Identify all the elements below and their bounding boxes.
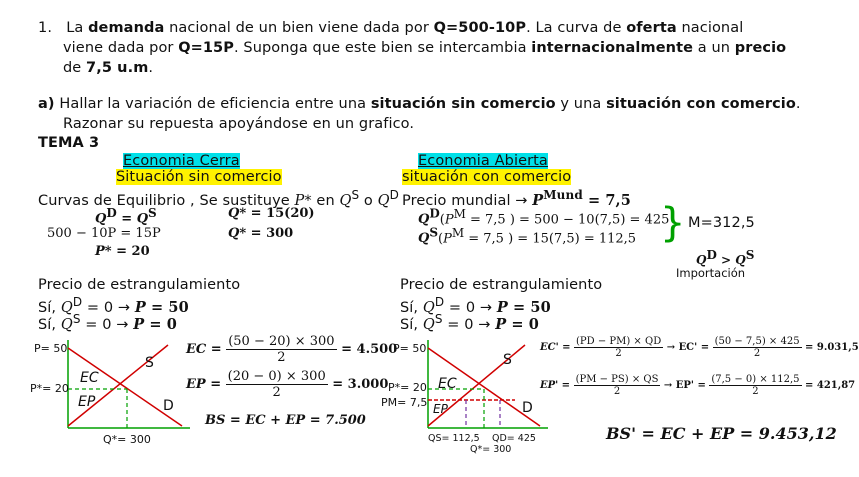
text: Precio mundial → — [402, 192, 533, 209]
open-choke-title: Precio de estrangulamiento — [400, 277, 603, 293]
text: → EP' = — [663, 380, 706, 391]
text: . La curva de — [526, 20, 627, 36]
part-a-line-2: Razonar su repuesta apoyándose en un grafico. — [63, 116, 415, 132]
ec-prime-numerator-values: (50 − 7,5) × 425 — [714, 336, 800, 347]
open-bs: BS' = EC + EP = 9.453,12 — [606, 424, 837, 443]
ep-prime-denominator-values: 2 — [752, 386, 759, 397]
open-qd-line: $Q^D(P^M = 7,5$ ) = 500 − 10(7,5) = 425 — [418, 207, 670, 228]
text: Hallar la variación de eficiencia entre una — [54, 96, 371, 112]
open-title-text: Economia Abierta — [418, 153, 548, 169]
ep-prime-numerator-values: (7,5 − 0) × 112,5 — [711, 374, 800, 385]
open-s-label: S — [503, 352, 512, 368]
open-pm-label: PM= 7,5 — [381, 396, 428, 409]
keyword: precio — [734, 40, 787, 56]
open-choke-1: Sí, $Q^D = 0 \to P = 50$ — [400, 295, 551, 316]
keyword: situación sin comercio — [370, 96, 556, 112]
closed-demand-line — [68, 348, 182, 426]
text: → EC' = — [666, 342, 710, 353]
closed-choke-1: Sí, $Q^D = 0 \to P = 50$ — [38, 295, 189, 316]
closed-eq3: P* = 20 — [95, 244, 150, 259]
open-qstar-label: Q*= 300 — [470, 444, 512, 455]
closed-s-label: S — [145, 355, 154, 371]
ep-numerator: (20 − 0) × 300 — [227, 369, 326, 384]
text: . Suponga que este bien se intercambia — [233, 40, 532, 56]
keyword: situación con comercio — [606, 96, 796, 112]
ec-value: = 4.500 — [341, 342, 398, 357]
text: = 500 − 10(7,5) = 425 — [519, 212, 670, 228]
text: . — [795, 96, 801, 112]
text: Curvas de Equilibrio , Se sustituye — [38, 192, 295, 209]
ec-prime-denominator-values: 2 — [753, 348, 761, 359]
open-subtitle-text: situación con comercio — [402, 169, 572, 185]
ec-prime-denominator: 2 — [615, 348, 622, 359]
closed-eq4: Q* = 15(20) — [228, 206, 315, 221]
text: = 15(7,5) = 112,5 — [517, 231, 637, 247]
text: La — [66, 20, 89, 36]
ec-numerator: (50 − 20) × 300 — [228, 334, 335, 349]
keyword: 7,5 u.m — [86, 60, 149, 76]
closed-subtitle-text: Situación sin comercio — [116, 169, 282, 185]
problem-number: 1. — [38, 20, 53, 36]
text: nacional de un bien viene dada por — [164, 20, 434, 36]
tema-heading: TEMA 3 — [38, 135, 100, 151]
text: nacional — [676, 20, 744, 36]
keyword: internacionalmente — [531, 40, 694, 56]
text: Mund — [543, 188, 583, 202]
open-qd-gt-qs: $Q^D > Q^S$ — [696, 248, 755, 267]
closed-d-label: D — [163, 398, 174, 414]
open-p20-label: P*= 20 — [388, 381, 427, 394]
closed-title-text: Economia Cerra — [123, 153, 240, 169]
closed-choke-title: Precio de estrangulamiento — [38, 277, 241, 293]
keyword: demanda — [88, 20, 165, 36]
text: . — [148, 60, 154, 76]
open-ep-label: EP — [433, 402, 448, 416]
closed-ep-label: EP — [78, 394, 96, 410]
ec-denominator: 2 — [277, 350, 286, 365]
part-label: a) — [38, 96, 55, 112]
ep-label: EP = — [186, 377, 222, 392]
open-d-label: D — [522, 400, 533, 416]
text: y una — [555, 96, 607, 112]
open-qs-line: $Q^S(P^M = 7,5$ ) = 15(7,5) = 112,5 — [418, 226, 637, 247]
open-ec-label: EC — [438, 376, 457, 392]
ec-prime-numerator: (PD − PM) × QD — [576, 336, 662, 347]
closed-bs: BS = EC + EP = 7.500 — [205, 413, 366, 428]
open-choke-2: Sí, $Q^S = 0 \to P = 0$ — [400, 312, 540, 333]
keyword: Q=15P — [178, 40, 234, 56]
open-p50-label: P= 50 — [393, 342, 427, 355]
text: P — [532, 191, 544, 209]
closed-q300-label: Q*= 300 — [103, 433, 151, 446]
ep-value: = 3.000 — [332, 377, 389, 392]
closed-eq1: $Q^D = Q^S$ — [95, 206, 157, 227]
closed-p20-label: P*= 20 — [30, 382, 69, 395]
ec-prime-value: = 9.031,5 — [805, 342, 859, 353]
ec-prime-label: EC' = — [540, 342, 571, 353]
ep-prime-denominator: 2 — [613, 386, 621, 397]
closed-ec-label: EC — [80, 370, 99, 386]
open-qs-label: QS= 112,5 — [428, 433, 480, 444]
open-brace: } — [660, 200, 686, 246]
keyword: oferta — [626, 20, 677, 36]
closed-eq2: 500 − 10P = 15P — [47, 226, 161, 241]
text: a un — [693, 40, 735, 56]
closed-p50-label: P= 50 — [34, 342, 68, 355]
import-amount: M=312,5 — [688, 215, 755, 231]
closed-eq5: Q* = 300 — [228, 226, 294, 241]
ep-prime-value: = 421,87 — [805, 380, 856, 391]
ep-prime-numerator: (PM − PS) × QS — [575, 374, 659, 385]
ep-prime-label: EP' = — [540, 380, 571, 391]
keyword: Q=500-10P — [433, 20, 527, 36]
ec-label: EC = — [186, 342, 222, 357]
closed-choke-2: Sí, $Q^S = 0 \to P = 0$ — [38, 312, 178, 333]
ep-denominator: 2 — [272, 385, 281, 400]
open-qd-label: QD= 425 — [492, 433, 536, 444]
text: = 7,5 — [582, 191, 631, 209]
open-import-label: Importación — [676, 266, 746, 280]
text: de — [63, 60, 87, 76]
text: viene dada por — [63, 40, 179, 56]
closed-curves-line: Curvas de Equilibrio , Se sustituye P* en $Q^S$ o $Q^D$ — [38, 188, 399, 209]
